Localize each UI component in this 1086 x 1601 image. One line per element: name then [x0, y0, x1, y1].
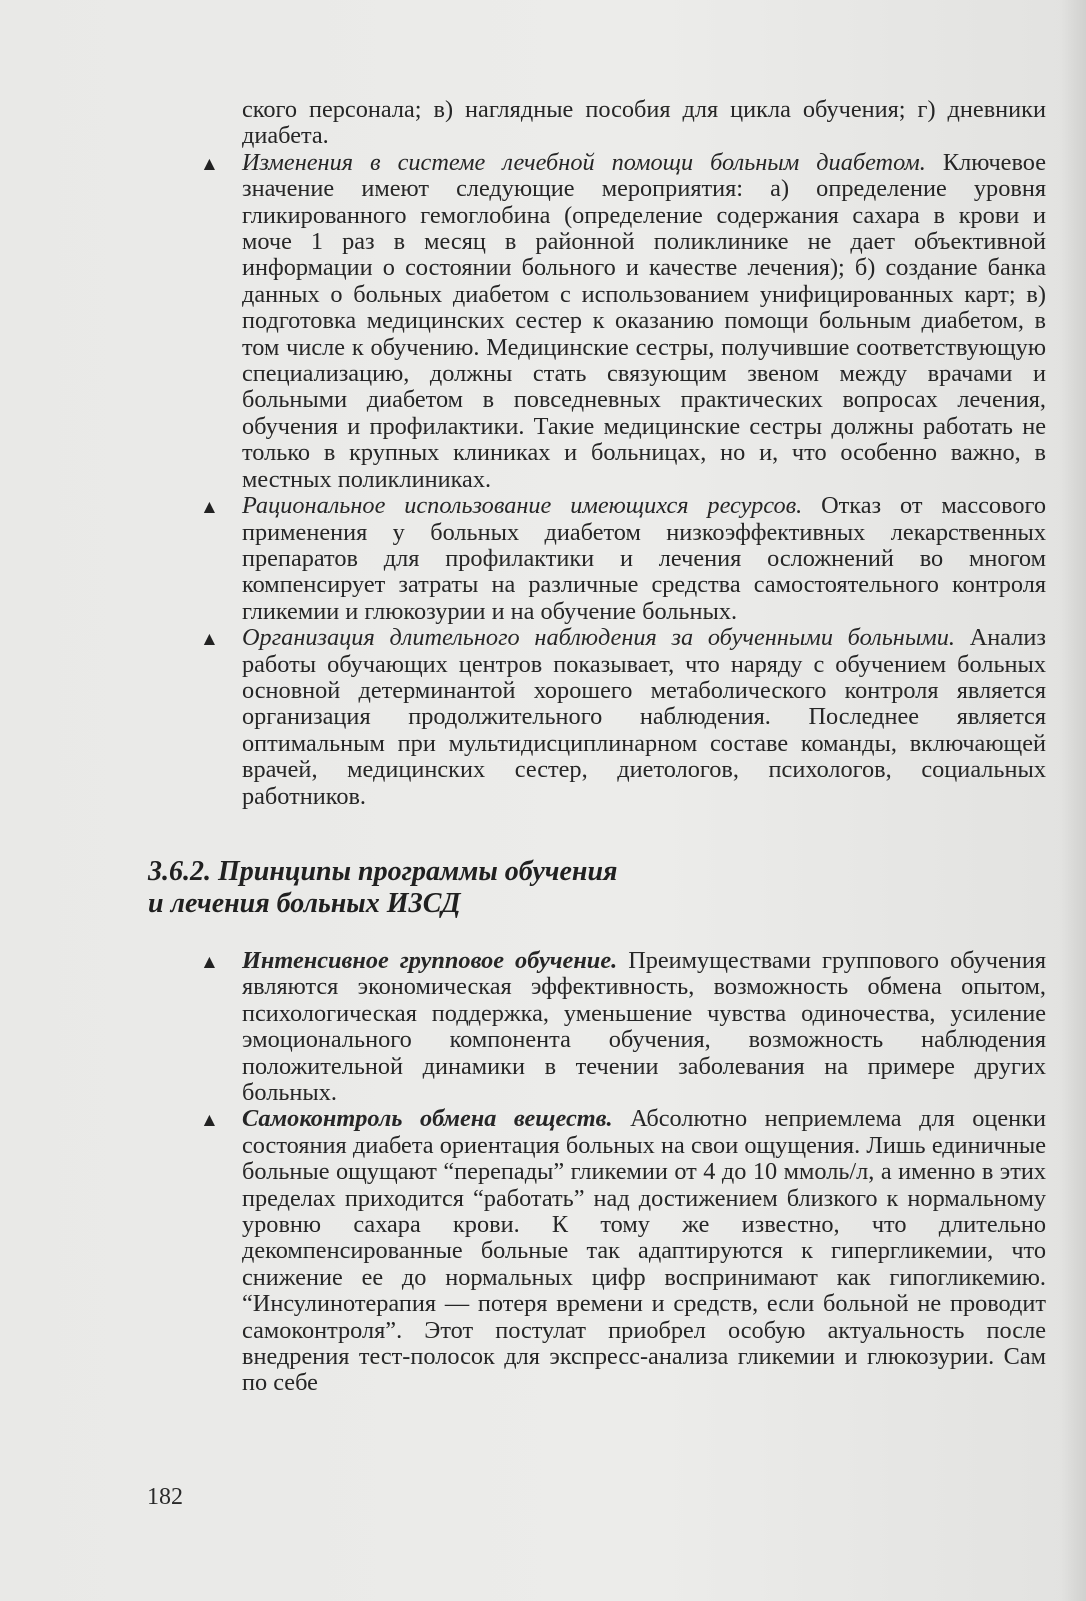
item-text: Преимуществами группового обучения являются экономическая эффективность, возможность обмена опытом, психологическая поддержка, уменьшение чувства одиночества, усиление эмоционального компонента обучения, возможность наблюдения положительной динамики в течении заболевания на примере других больных. — [242, 946, 1046, 1106]
item-lead: Рациональное использование имеющихся ресурсов. — [242, 492, 803, 520]
item-lead: Организация длительного наблюдения за обученными больными. — [242, 624, 956, 652]
list-item — [148, 150, 1046, 493]
item-lead: Изменения в системе лечебной помощи больным диабетом. — [242, 148, 926, 176]
item-lead: Самоконтроль обмена веществ. — [242, 1105, 613, 1133]
list-item — [148, 625, 1046, 810]
triangle-bullet-icon: ▲ — [200, 1110, 219, 1132]
list-item — [148, 1106, 1046, 1396]
item-text: Ключевое значение имеют следующие мероприятия: а) определение уровня гликированного гемоглобина (определение содержания сахара в крови и моче 1 раз в месяц в районной поликлинике не дает объективной информации о состоянии больного и качестве лечения); б) создание банка данных о больных диабетом с использованием унифицированных карт; в) подготовка медицинских сестер к оказанию помощи больным диабетом, в том числе к обучению. Медицинские сестры, получившие соответствующую специализацию, должны стать связующим звеном между врачами и больными диабетом в повседневных практических вопросах лечения, обучения и профилактики. Такие медицинские сестры должны работать не только в крупных клиниках и больницах, но и, что особенно важно, в местных поликлиниках. — [242, 148, 1046, 493]
item-text: Анализ работы обучающих центров показывает, что наряду с обучением больных основной детерминантой хорошего метаболического контроля является организация продолжительного наблюдения. Последнее является оптимальным при мультидисциплинарном составе команды, включающей врачей, медицинских сестер, диетологов, психологов, социальных работников. — [242, 624, 1046, 810]
text-column — [148, 97, 1046, 1397]
list-item — [148, 948, 1046, 1106]
section-heading-line-1: 3.6.2. Принципы программы обучения — [148, 855, 618, 887]
triangle-bullet-icon: ▲ — [200, 629, 219, 651]
triangle-bullet-icon: ▲ — [200, 153, 219, 175]
section-heading — [148, 856, 1046, 920]
item-text: Абсолютно неприемлема для оценки состояния диабета ориентация больных на свои ощущения. Лишь единичные больные ощущают “перепады” гликемии от 4 до 10 ммоль/л, а именно в этих пределах приходится “работать” над достижением близкого к нормальному уровню сахара крови. К тому же известно, что длительно декомпенсированные больные так адаптируются к гипергликемии, что снижение ее до нормальных цифр воспринимают как гипогликемию. “Инсулинотерапия — потеря времени и средств, если больной не проводит самоконтроля”. Этот постулат приобрел особую актуальность после внедрения тест-полосок для экспресс-анализа гликемии и глюкозурии. Сам по себе — [242, 1105, 1046, 1397]
item-text: Отказ от массового применения у больных диабетом низкоэффективных лекарственных препаратов для профилактики и лечения осложнений во многом компенсирует затраты на различные средства самостоятельного контроля гликемии и глюкозурии и на обучение больных. — [242, 492, 1047, 625]
page-number: 182 — [147, 1484, 183, 1510]
list-item — [148, 493, 1046, 625]
triangle-bullet-icon: ▲ — [200, 497, 219, 519]
triangle-bullet-icon: ▲ — [200, 951, 219, 973]
section-heading-line-2: и лечения больных ИЗСД — [148, 887, 461, 919]
opening-paragraph: ского персонала; в) наглядные пособия для цикла обучения; г) дневники диабета. — [242, 96, 1046, 150]
item-lead: Интенсивное групповое обучение. — [242, 946, 618, 974]
